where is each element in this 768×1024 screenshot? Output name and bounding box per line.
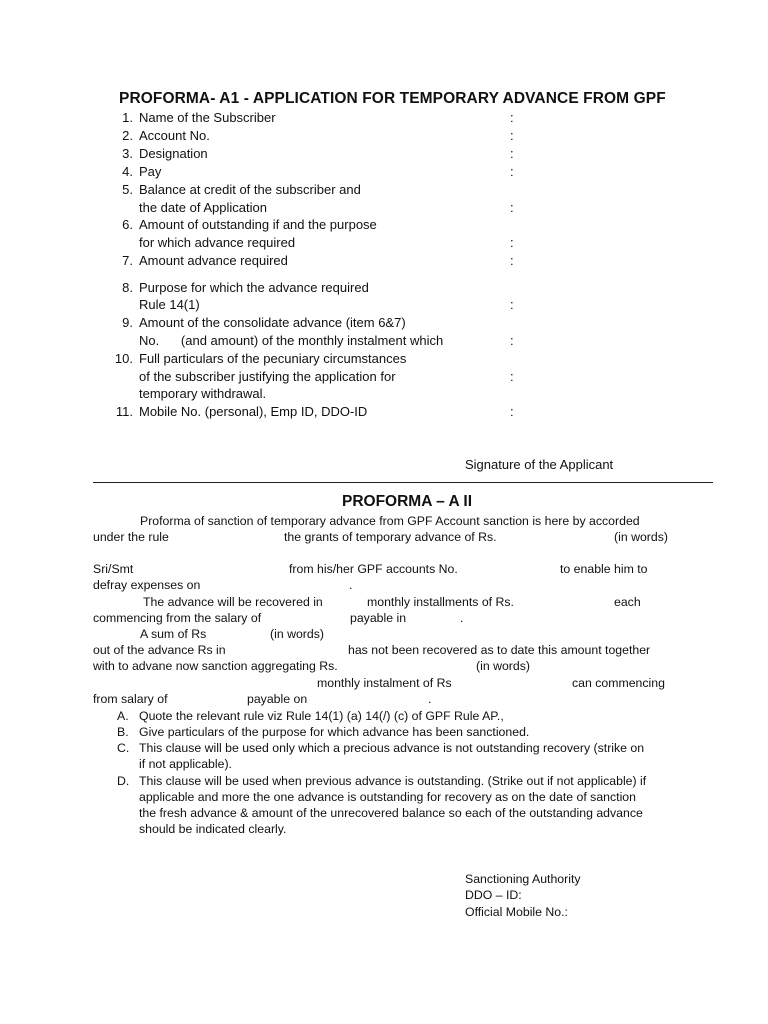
item-9-line-2: No. (and amount) of the monthly instalment which bbox=[139, 333, 444, 348]
item-label: Amount of the consolidate advance (item 6&7) bbox=[139, 315, 406, 330]
item-4-colon: : bbox=[510, 164, 514, 179]
can-commencing-text: can commencing bbox=[572, 676, 665, 690]
proforma-a1-title: PROFORMA- A1 - APPLICATION FOR TEMPORARY ADVANCE FROM GPF bbox=[119, 90, 666, 107]
form-item-7 bbox=[122, 253, 288, 268]
item-number: 5. bbox=[122, 182, 133, 197]
note-b-text: Give particulars of the purpose for which advance has been sanctioned. bbox=[139, 725, 530, 739]
aggregating-text: with to advane now sanction aggregating Rs. bbox=[93, 659, 338, 673]
item-1-colon: : bbox=[510, 110, 514, 125]
item-3-colon: : bbox=[510, 146, 514, 161]
item-10-line-3: temporary withdrawal. bbox=[139, 386, 267, 401]
item-6-line-2: for which advance required bbox=[139, 235, 296, 250]
item-label: Designation bbox=[139, 146, 208, 161]
item-label: Full particulars of the pecuniary circumstances bbox=[139, 351, 407, 366]
grants-text: the grants of temporary advance of Rs. bbox=[284, 530, 497, 544]
commencing-salary-text: commencing from the salary of bbox=[93, 611, 262, 625]
payable-on-text: payable on bbox=[247, 692, 308, 706]
form-item-2 bbox=[122, 128, 210, 143]
item-8-line-2: Rule 14(1) bbox=[139, 297, 200, 312]
note-b-letter: B. bbox=[117, 725, 129, 739]
monthly-instalment-text: monthly instalment of Rs bbox=[317, 676, 452, 690]
item-label: Amount advance required bbox=[139, 253, 288, 268]
item-5-colon: : bbox=[510, 200, 514, 215]
enable-text: to enable him to bbox=[560, 562, 648, 576]
item-10-line-2: of the subscriber justifying the application for bbox=[139, 369, 396, 384]
item-number: 4. bbox=[122, 164, 133, 179]
in-words-label-2: (in words) bbox=[270, 627, 324, 641]
note-d-letter: D. bbox=[117, 774, 130, 788]
item-number: 7. bbox=[122, 253, 133, 268]
note-a-text: Quote the relevant rule viz Rule 14(1) (a) 14(/) (c) of GPF Rule AP., bbox=[139, 709, 504, 723]
form-item-9 bbox=[122, 315, 406, 330]
item-9-colon: : bbox=[510, 333, 514, 348]
form-item-4 bbox=[122, 164, 162, 179]
item-10-colon: : bbox=[510, 369, 514, 384]
ddo-id-label: DDO – ID: bbox=[465, 888, 522, 902]
sanction-intro: Proforma of sanction of temporary advance from GPF Account sanction is here by accorded bbox=[140, 514, 640, 528]
note-c-letter: C. bbox=[117, 741, 130, 755]
item-2-colon: : bbox=[510, 128, 514, 143]
form-item-8 bbox=[122, 280, 369, 295]
item-5-line-2: the date of Application bbox=[139, 200, 267, 215]
out-of-advance-text: out of the advance Rs in bbox=[93, 643, 226, 657]
item-label: Account No. bbox=[139, 128, 210, 143]
official-mobile-label: Official Mobile No.: bbox=[465, 905, 568, 919]
item-7-colon: : bbox=[510, 253, 514, 268]
note-d-text-4: should be indicated clearly. bbox=[139, 822, 287, 836]
note-d-text-1: This clause will be used when previous advance is outstanding. (Strike out if not applicable) if bbox=[139, 774, 647, 788]
period-mark: . bbox=[460, 611, 464, 625]
note-d-text-3: the fresh advance & amount of the unrecovered balance so each of the outstanding advance bbox=[139, 806, 643, 820]
section-divider bbox=[93, 482, 713, 483]
gpf-account-text: from his/her GPF accounts No. bbox=[289, 562, 458, 576]
in-words-label-1: (in words) bbox=[614, 530, 668, 544]
note-a-letter: A. bbox=[117, 709, 129, 723]
monthly-installments-text: monthly installments of Rs. bbox=[367, 595, 514, 609]
sanctioning-authority-label: Sanctioning Authority bbox=[465, 872, 581, 886]
item-6-colon: : bbox=[510, 235, 514, 250]
under-rule-text: under the rule bbox=[93, 530, 169, 544]
item-number: 9. bbox=[122, 315, 133, 330]
item-label: Amount of outstanding if and the purpose bbox=[139, 217, 377, 232]
note-c-text-2: if not applicable). bbox=[139, 757, 232, 771]
recovered-in-text: The advance will be recovered in bbox=[143, 595, 323, 609]
item-8-colon: : bbox=[510, 297, 514, 312]
item-number: 10. bbox=[114, 351, 133, 366]
item-11-colon: : bbox=[510, 404, 514, 419]
item-number: 6. bbox=[122, 217, 133, 232]
each-text: each bbox=[614, 595, 641, 609]
form-item-11 bbox=[115, 404, 368, 419]
item-label: Balance at credit of the subscriber and bbox=[139, 182, 361, 197]
item-number: 3. bbox=[122, 146, 133, 161]
form-item-1 bbox=[122, 110, 276, 125]
note-c-text-1: This clause will be used only which a precious advance is not outstanding recovery (strike on bbox=[139, 741, 645, 755]
in-words-label-3: (in words) bbox=[476, 659, 530, 673]
defray-text: defray expenses on bbox=[93, 578, 201, 592]
not-recovered-text: has not been recovered as to date this amount together bbox=[348, 643, 651, 657]
sum-of-rs-text: A sum of Rs bbox=[140, 627, 207, 641]
applicant-signature-label: Signature of the Applicant bbox=[465, 457, 614, 472]
item-number: 1. bbox=[122, 110, 133, 125]
form-item-10 bbox=[114, 351, 407, 366]
period-mark: . bbox=[349, 578, 353, 592]
item-label: Mobile No. (personal), Emp ID, DDO-ID bbox=[139, 404, 368, 419]
form-item-6 bbox=[122, 217, 377, 232]
note-d-text-2: applicable and more the one advance is outstanding for recovery as on the date of sanction bbox=[139, 790, 636, 804]
from-salary-text: from salary of bbox=[93, 692, 168, 706]
item-label: Name of the Subscriber bbox=[139, 110, 276, 125]
item-number: 11. bbox=[115, 404, 133, 419]
proforma-a2-title: PROFORMA – A II bbox=[342, 493, 473, 510]
form-item-3 bbox=[122, 146, 208, 161]
item-number: 2. bbox=[122, 128, 133, 143]
item-label: Pay bbox=[139, 164, 162, 179]
payable-in-text: payable in bbox=[350, 611, 407, 625]
item-label: Purpose for which the advance required bbox=[139, 280, 369, 295]
form-item-5 bbox=[122, 182, 361, 197]
item-number: 8. bbox=[122, 280, 133, 295]
sri-smt-label: Sri/Smt bbox=[93, 562, 134, 576]
period-mark: . bbox=[428, 692, 432, 706]
